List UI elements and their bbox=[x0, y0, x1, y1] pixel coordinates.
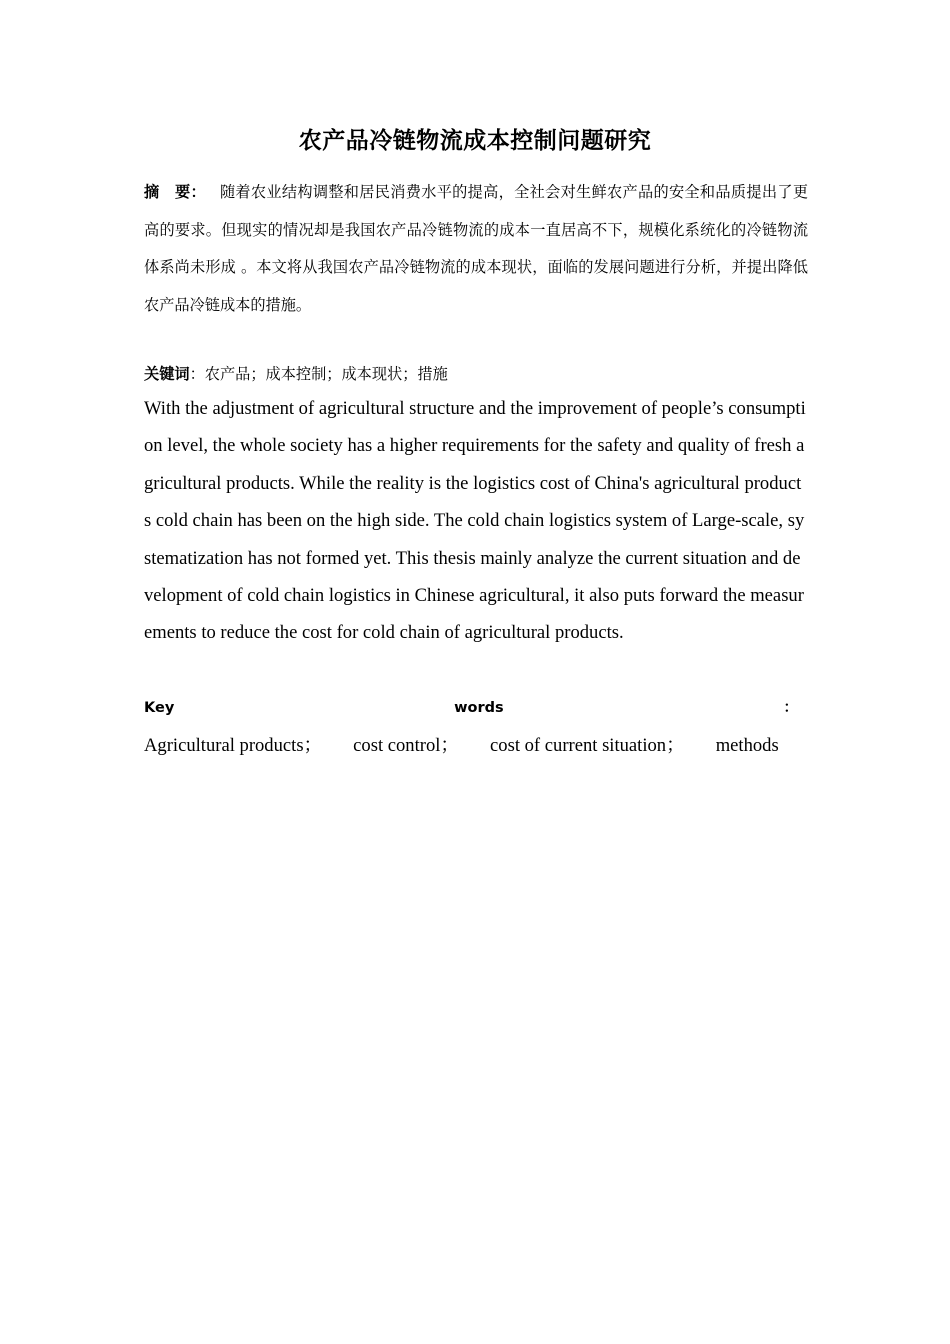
english-keyword-item: methods bbox=[715, 735, 779, 756]
chinese-abstract-text: 随着农业结构调整和居民消费水平的提高，全社会对生鲜农产品的安全和品质提出了更高的要求。但现实的情况却是我国农产品冷链物流的成本一直居高不下，规模化系统化的冷链物流体系尚未形成 。本文将从我国农产品冷链物流的成本现状，面临的发展问题进行分析，并提出降低农产品冷链成本的措施。 bbox=[144, 183, 809, 314]
chinese-keywords-text: ：农产品；成本控制；成本现状；措施 bbox=[189, 365, 448, 383]
english-keywords bbox=[144, 730, 808, 762]
english-keyword-item: cost of current situation； bbox=[490, 735, 685, 756]
english-keywords-label bbox=[144, 694, 798, 722]
english-abstract: With the adjustment of agricultural structure and the improvement of people’s consumption level, the whole society has a higher requirements for the safety and quality of fresh agricultural products. While the reality is the logistics cost of China's agricultural products cold chain has been on the high side. The cold chain logistics system of Large-scale, systematization has not formed yet. This thesis mainly analyze the current situation and development of cold chain logistics in Chinese agricultural, it also puts forward the measurements to reduce the cost for cold chain of agricultural products. bbox=[144, 398, 806, 644]
chinese-keywords-label: 关键词 bbox=[144, 365, 190, 383]
english-keyword-item: cost control； bbox=[353, 735, 460, 756]
english-keywords-label-key: Key bbox=[144, 700, 175, 716]
english-keywords-label-colon: ： bbox=[783, 700, 798, 716]
english-keywords-label-words: words bbox=[454, 700, 504, 716]
english-keyword-item: Agricultural products； bbox=[144, 735, 323, 756]
chinese-keywords bbox=[144, 357, 808, 391]
chinese-abstract bbox=[144, 174, 808, 324]
document-title: 农产品冷链物流成本控制问题研究 bbox=[298, 127, 652, 154]
chinese-abstract-label: 摘 要： bbox=[144, 183, 206, 201]
